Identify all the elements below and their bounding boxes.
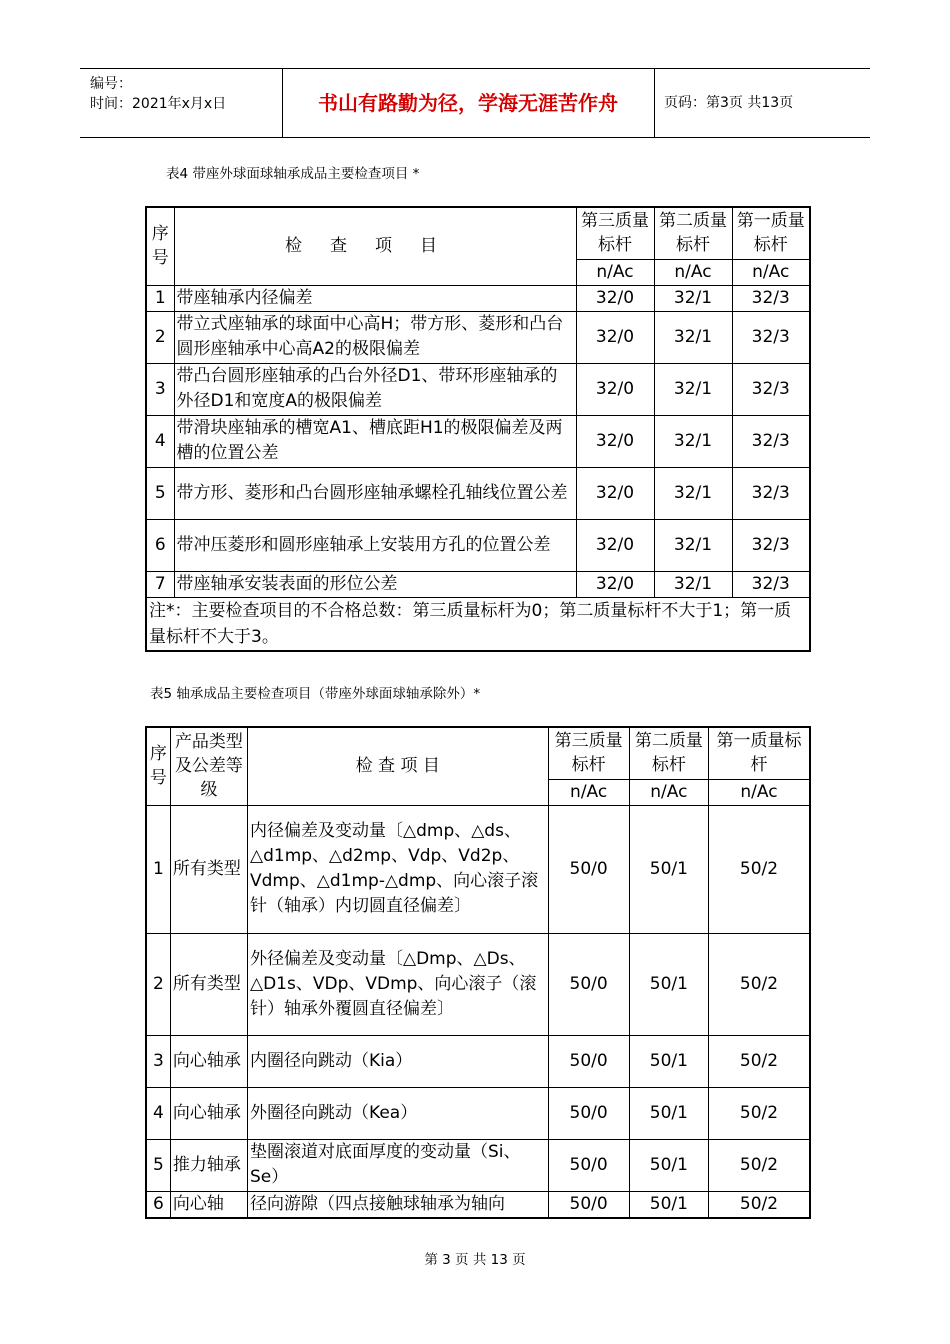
- row-number: 7: [146, 571, 174, 597]
- product-type: 所有类型: [170, 805, 247, 933]
- inspection-item: 带座轴承内径偏差: [174, 285, 576, 311]
- number-label: 编号：: [90, 76, 132, 92]
- table5-header-grade1: 第一质量标杆: [708, 727, 810, 779]
- grade3-value: 50/0: [548, 1087, 629, 1139]
- row-number: 5: [146, 467, 174, 519]
- grade2-value: 32/1: [654, 519, 732, 571]
- grade1-value: 32/3: [732, 311, 810, 363]
- grade3-value: 50/0: [548, 933, 629, 1035]
- table-row: [146, 285, 810, 311]
- table4-header-item: 检查项目: [174, 207, 576, 285]
- grade2-value: 32/1: [654, 285, 732, 311]
- grade2-value: 50/1: [629, 1139, 708, 1191]
- table-row: [146, 1035, 810, 1087]
- grade2-value: 32/1: [654, 571, 732, 597]
- table5-unit: n/Ac: [708, 779, 810, 805]
- inspection-item: 径向游隙（四点接触球轴承为轴向: [248, 1191, 549, 1218]
- grade2-value: 50/1: [629, 1087, 708, 1139]
- grade1-value: 50/2: [708, 1191, 810, 1218]
- table4-header-grade3: 第三质量标杆: [576, 207, 654, 259]
- table-row: [146, 1191, 810, 1218]
- grade3-value: 32/0: [576, 519, 654, 571]
- inspection-item: 带方形、菱形和凸台圆形座轴承螺栓孔轴线位置公差: [174, 467, 576, 519]
- inspection-item: 外圈径向跳动（Kea）: [248, 1087, 549, 1139]
- table5-unit: n/Ac: [548, 779, 629, 805]
- inspection-item: 带滑块座轴承的槽宽A1、槽底距H1的极限偏差及两槽的位置公差: [174, 415, 576, 467]
- row-number: 2: [146, 933, 170, 1035]
- table5-header-type: 产品类型及公差等级: [170, 727, 247, 805]
- table5-caption: 表5 轴承成品主要检查项目（带座外球面球轴承除外）*: [150, 686, 481, 702]
- grade3-value: 50/0: [548, 805, 629, 933]
- table5-header-grade3: 第三质量标杆: [548, 727, 629, 779]
- row-number: 1: [146, 805, 170, 933]
- grade2-value: 50/1: [629, 805, 708, 933]
- inspection-item: 带冲压菱形和圆形座轴承上安装用方孔的位置公差: [174, 519, 576, 571]
- grade3-value: 32/0: [576, 571, 654, 597]
- grade3-value: 50/0: [548, 1139, 629, 1191]
- inspection-item: 内径偏差及变动量〔△dmp、△ds、△d1mp、△d2mp、Vdp、Vd2p、Vdmp、△d1mp-△dmp、向心滚子滚针（轴承）内切圆直径偏差〕: [248, 805, 549, 933]
- grade2-value: 50/1: [629, 933, 708, 1035]
- row-number: 3: [146, 363, 174, 415]
- product-type: 推力轴承: [170, 1139, 247, 1191]
- inspection-item: 带座轴承安装表面的形位公差: [174, 571, 576, 597]
- table-row: [146, 571, 810, 597]
- grade1-value: 32/3: [732, 467, 810, 519]
- table5-header-seq: 序号: [146, 727, 170, 805]
- table5-header-item: 检 查 项 目: [248, 727, 549, 805]
- grade1-value: 32/3: [732, 415, 810, 467]
- table4-note: 注*：主要检查项目的不合格总数：第三质量标杆为0；第二质量标杆不大于1；第一质量标杆不大于3。: [146, 597, 810, 651]
- inspection-item: 内圈径向跳动（Kia）: [248, 1035, 549, 1087]
- grade2-value: 32/1: [654, 415, 732, 467]
- table-row: [146, 467, 810, 519]
- grade1-value: 32/3: [732, 285, 810, 311]
- table5-header-grade2: 第二质量标杆: [629, 727, 708, 779]
- grade1-value: 50/2: [708, 933, 810, 1035]
- grade2-value: 50/1: [629, 1191, 708, 1218]
- table4-header-grade1: 第一质量标杆: [732, 207, 810, 259]
- grade3-value: 32/0: [576, 467, 654, 519]
- table4-unit: n/Ac: [654, 259, 732, 285]
- grade1-value: 32/3: [732, 363, 810, 415]
- product-type: 向心轴: [170, 1191, 247, 1218]
- grade1-value: 32/3: [732, 571, 810, 597]
- row-number: 1: [146, 285, 174, 311]
- grade3-value: 32/0: [576, 285, 654, 311]
- row-number: 4: [146, 415, 174, 467]
- row-number: 2: [146, 311, 174, 363]
- product-type: 向心轴承: [170, 1035, 247, 1087]
- inspection-item: 外径偏差及变动量〔△Dmp、△Ds、△D1s、VDp、VDmp、向心滚子（滚针）轴承外覆圆直径偏差〕: [248, 933, 549, 1035]
- row-number: 3: [146, 1035, 170, 1087]
- table5: [145, 726, 811, 1219]
- grade1-value: 50/2: [708, 1139, 810, 1191]
- product-type: 向心轴承: [170, 1087, 247, 1139]
- inspection-item: 带凸台圆形座轴承的凸台外径D1、带环形座轴承的外径D1和宽度A的极限偏差: [174, 363, 576, 415]
- row-number: 5: [146, 1139, 170, 1191]
- table4-unit: n/Ac: [732, 259, 810, 285]
- header-motto: 书山有路勤为径，学海无涯苦作舟: [282, 69, 655, 137]
- table-row: [146, 1087, 810, 1139]
- table4-unit: n/Ac: [576, 259, 654, 285]
- table-row: [146, 519, 810, 571]
- table4-header-grade2: 第二质量标杆: [654, 207, 732, 259]
- grade2-value: 32/1: [654, 311, 732, 363]
- page-header: [80, 68, 870, 138]
- product-type: 所有类型: [170, 933, 247, 1035]
- table-row: [146, 1139, 810, 1191]
- table4-caption: 表4 带座外球面球轴承成品主要检查项目 *: [166, 166, 420, 182]
- table-row: [146, 363, 810, 415]
- row-number: 6: [146, 519, 174, 571]
- row-number: 6: [146, 1191, 170, 1218]
- grade3-value: 50/0: [548, 1035, 629, 1087]
- grade2-value: 32/1: [654, 467, 732, 519]
- time-label: 时间：2021年x月x日: [90, 96, 227, 112]
- header-meta: [80, 69, 283, 137]
- grade3-value: 32/0: [576, 415, 654, 467]
- grade3-value: 32/0: [576, 311, 654, 363]
- grade2-value: 32/1: [654, 363, 732, 415]
- grade3-value: 32/0: [576, 363, 654, 415]
- inspection-item: 带立式座轴承的球面中心高H；带方形、菱形和凸台圆形座轴承中心高A2的极限偏差: [174, 311, 576, 363]
- table-row: [146, 311, 810, 363]
- grade1-value: 50/2: [708, 1035, 810, 1087]
- grade1-value: 50/2: [708, 805, 810, 933]
- table4: [145, 206, 811, 652]
- grade1-value: 50/2: [708, 1087, 810, 1139]
- inspection-item: 垫圈滚道对底面厚度的变动量（Si、Se）: [248, 1139, 549, 1191]
- table-row: [146, 805, 810, 933]
- table5-unit: n/Ac: [629, 779, 708, 805]
- page-number-label: 页码：第3页 共13页: [664, 95, 794, 111]
- page-footer: 第 3 页 共 13 页: [424, 1252, 526, 1268]
- grade2-value: 50/1: [629, 1035, 708, 1087]
- table-row: [146, 415, 810, 467]
- grade3-value: 50/0: [548, 1191, 629, 1218]
- row-number: 4: [146, 1087, 170, 1139]
- table4-header-seq: 序号: [146, 207, 174, 285]
- table-row: [146, 933, 810, 1035]
- grade1-value: 32/3: [732, 519, 810, 571]
